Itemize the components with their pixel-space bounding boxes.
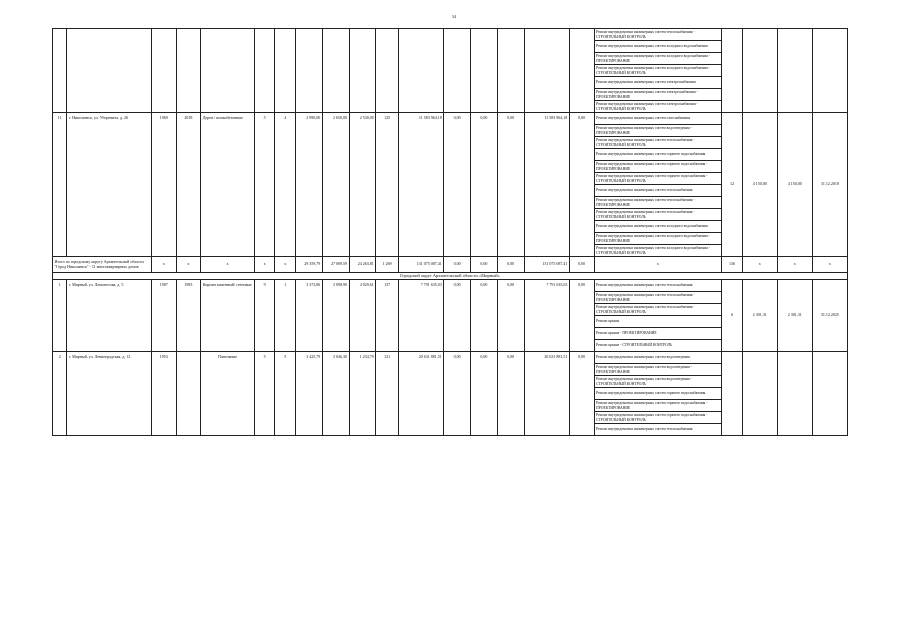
subtotal-works: х (594, 257, 722, 273)
work-item: Ремонт внутридомовых инженерных систем электроснабжения - СТРОИТЕЛЬНЫЙ КОНТРОЛЬ (594, 101, 722, 113)
other-funds: 0,00 (569, 113, 594, 257)
subtotal-area-residential: 24 263,81 (349, 257, 376, 273)
subtotal-cost-total: 131 075 087,41 (398, 257, 443, 273)
fund-regional: 0,00 (470, 113, 497, 257)
section-title: Городской округ Архангельской области «Мирный» (53, 273, 848, 280)
subtotal-fund-federal: 0,00 (444, 257, 471, 273)
year-built: 1953 (151, 352, 176, 436)
work-item: Ремонт внутридомовых инженерных систем горячего водоснабжения (594, 149, 722, 161)
year-built: 1987 (151, 280, 176, 352)
work-item: Ремонт крыши (594, 316, 722, 328)
year-repair: 1983 (176, 280, 201, 352)
subtotal-dot: х (254, 257, 275, 273)
subtotal-dot: х (812, 257, 847, 273)
wall-material: Панельные (201, 352, 255, 436)
work-item: Ремонт внутридомовых инженерных систем горячего водоснабжения - ПРОЕКТИРОВАНИЕ (594, 161, 722, 173)
area-total: 3 373,86 (295, 280, 322, 352)
table-row (53, 280, 848, 292)
table-row (53, 113, 848, 125)
floors: 5 (254, 352, 275, 436)
year-repair: 2018 (176, 113, 201, 257)
subtotal-residents: 1 269 (376, 257, 399, 273)
subtotal-row (53, 257, 848, 273)
row-number: 2 (53, 352, 67, 436)
other-funds: 0,00 (569, 280, 594, 352)
table-row (53, 29, 848, 41)
entrances: 1 (275, 280, 296, 352)
address: г. Николаевск, ул. Уборевича, д. 26 (67, 113, 151, 257)
work-item: Ремонт внутридомовых инженерных систем горячего водоснабжения (594, 388, 722, 400)
work-item: Ремонт внутридомовых инженерных систем теплоснабжения - СТРОИТЕЛЬНЫЙ КОНТРОЛЬ (594, 137, 722, 149)
work-item: Ремонт внутридомовых инженерных систем холодного водоснабжения - ПРОЕКТИРОВАНИЕ (594, 53, 722, 65)
fund-owners: 7 791 635,03 (524, 280, 569, 352)
work-item: Ремонт внутридомовых инженерных систем холодного водоснабжения - СТРОИТЕЛЬНЫЙ КОНТРОЛЬ (594, 245, 722, 257)
deadline: 31.12.2018 (812, 113, 847, 257)
work-item: Ремонт внутридомовых инженерных систем теплоснабжения (594, 424, 722, 436)
cost-total: 7 791 635,03 (398, 280, 443, 352)
section-row (53, 273, 848, 280)
cost-per-unit: 2 301,31 (742, 280, 777, 352)
subtotal-dot: х (201, 257, 255, 273)
wall-material: Кирпич каменный/ стеновые (201, 280, 255, 352)
floors: 5 (254, 113, 275, 257)
cost-total: 11 583 964,18 (398, 113, 443, 257)
work-item: Ремонт внутридомовых инженерных систем холодного водоснабжения (594, 41, 722, 53)
other-funds: 0,00 (569, 352, 594, 436)
work-item: Ремонт крыши - ПРОЕКТИРОВАНИЕ (594, 328, 722, 340)
residents: 137 (376, 280, 399, 352)
work-item: Ремонт внутридомовых инженерных систем горячего водоснабжения - ПРОЕКТИРОВАНИЕ (594, 400, 722, 412)
area-total: 2 990,00 (295, 113, 322, 257)
subtotal-other: 0,00 (569, 257, 594, 273)
subtotal-area-living: 27 009,59 (322, 257, 349, 273)
subtotal-dot: х (176, 257, 201, 273)
work-item: Ремонт внутридомовых инженерных систем водоотведения - СТРОИТЕЛЬНЫЙ КОНТРОЛЬ (594, 376, 722, 388)
repair-program-table (52, 28, 848, 436)
cost-limit: 4 150,00 (777, 113, 812, 257)
work-item: Ремонт внутридомовых инженерных систем теплоснабжения (594, 185, 722, 197)
work-item: Ремонт внутридомовых инженерных систем водоотведения (594, 352, 722, 364)
cost-per-unit: 4 150,00 (742, 113, 777, 257)
address: г. Мирный, ул. Ленинградская, д. 12 (67, 352, 151, 436)
work-item: Ремонт внутридомовых инженерных систем горячего водоснабжения - СТРОИТЕЛЬНЫЙ КОНТРОЛЬ (594, 173, 722, 185)
cost-total: 20 631 881,51 (398, 352, 443, 436)
work-count: 12 (722, 113, 743, 257)
fund-local: 0,00 (497, 280, 524, 352)
work-item: Ремонт внутридомовых инженерных систем теплоснабжения - СТРОИТЕЛЬНЫЙ КОНТРОЛЬ (594, 304, 722, 316)
subtotal-fund-local: 0,00 (497, 257, 524, 273)
cost-limit: 2 301,31 (777, 280, 812, 352)
subtotal-count: 136 (722, 257, 743, 273)
fund-owners: 20 631 881,51 (524, 352, 569, 436)
area-residential: 4 029,61 (349, 280, 376, 352)
fund-local: 0,00 (497, 113, 524, 257)
year-repair (176, 352, 201, 436)
subtotal-label: Итого по городскому округу Архангельской области "Город Николаевск" - 11 многоквартирных домов (53, 257, 152, 273)
residents: 125 (376, 113, 399, 257)
work-item: Ремонт внутридомовых инженерных систем водоотведения - ПРОЕКТИРОВАНИЕ (594, 125, 722, 137)
subtotal-fund-regional: 0,00 (470, 257, 497, 273)
fund-regional: 0,00 (470, 352, 497, 436)
work-item: Ремонт внутридомовых инженерных систем водоотведения - ПРОЕКТИРОВАНИЕ (594, 364, 722, 376)
work-item: Ремонт внутридомовых инженерных систем теплоснабжения - ПРОЕКТИРОВАНИЕ (594, 292, 722, 304)
area-living: 3 098,90 (322, 280, 349, 352)
work-item: Ремонт крыши - СТРОИТЕЛЬНЫЙ КОНТРОЛЬ (594, 340, 722, 352)
subtotal-dot: х (151, 257, 176, 273)
subtotal-fund-owners: 131 075 087,41 (524, 257, 569, 273)
work-item: Ремонт внутридомовых инженерных систем теплоснабжения - ПРОЕКТИРОВАНИЕ (594, 197, 722, 209)
deadline: 31.12.2025 (812, 280, 847, 352)
fund-federal: 0,00 (444, 280, 471, 352)
work-item: Ремонт внутридомовых инженерных систем горячего водоснабжения - СТРОИТЕЛЬНЫЙ КОНТРОЛЬ (594, 412, 722, 424)
row-number: 11 (53, 113, 67, 257)
residents: 121 (376, 352, 399, 436)
fund-federal: 0,00 (444, 352, 471, 436)
subtotal-area-total: 29 359,79 (295, 257, 322, 273)
wall-material: Дерев./ шлакобетонные (201, 113, 255, 257)
subtotal-dot: х (742, 257, 777, 273)
fund-owners: 11 583 964,18 (524, 113, 569, 257)
work-item: Ремонт внутридомовых инженерных систем холодного водоснабжения - СТРОИТЕЛЬНЫЙ КОНТРОЛЬ (594, 65, 722, 77)
row-number: 1 (53, 280, 67, 352)
work-item: Ремонт внутридомовых инженерных систем газоснабжения (594, 113, 722, 125)
page-number: 34 (452, 14, 456, 19)
address: г. Мирный, ул. Ломоносова, д. 5 (67, 280, 151, 352)
subtotal-dot: х (275, 257, 296, 273)
area-residential: 1 234,79 (349, 352, 376, 436)
work-item: Ремонт внутридомовых инженерных систем теплоснабжения - СТРОИТЕЛЬНЫЙ КОНТРОЛЬ (594, 29, 722, 41)
work-item: Ремонт внутридомовых инженерных систем теплоснабжения - СТРОИТЕЛЬНЫЙ КОНТРОЛЬ (594, 209, 722, 221)
entrances: 5 (275, 352, 296, 436)
fund-local: 0,00 (497, 352, 524, 436)
floors: 9 (254, 280, 275, 352)
work-item: Ремонт внутридомовых инженерных систем холодного водоснабжения - ПРОЕКТИРОВАНИЕ (594, 233, 722, 245)
area-residential: 2 530,00 (349, 113, 376, 257)
fund-federal: 0,00 (444, 113, 471, 257)
area-total: 3 425,79 (295, 352, 322, 436)
work-item: Ремонт внутридомовых инженерных систем электроснабжения (594, 77, 722, 89)
subtotal-dot: х (777, 257, 812, 273)
work-count: 6 (722, 280, 743, 352)
fund-regional: 0,00 (470, 280, 497, 352)
year-built: 1969 (151, 113, 176, 257)
work-item: Ремонт внутридомовых инженерных систем теплоснабжения (594, 280, 722, 292)
area-living: 2 650,00 (322, 113, 349, 257)
area-living: 3 046,30 (322, 352, 349, 436)
table-row (53, 352, 848, 364)
entrances: 4 (275, 113, 296, 257)
work-item: Ремонт внутридомовых инженерных систем холодного водоснабжения (594, 221, 722, 233)
work-item: Ремонт внутридомовых инженерных систем электроснабжения - ПРОЕКТИРОВАНИЕ (594, 89, 722, 101)
